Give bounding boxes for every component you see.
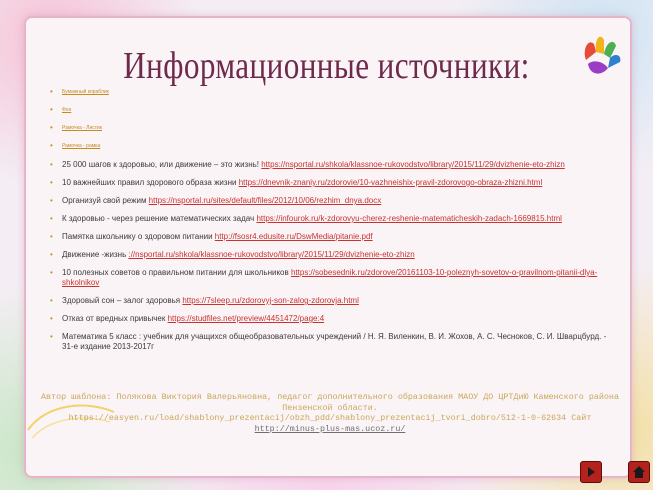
source-description: Математика 5 класс : учебник для учащихся общеобразовательных учреждений / Н. Я. Виленкин, В. И. Жохов, А. С. Чесноков, С. И. Шварцбурд. - 31-е издание 2013-2017г (62, 332, 607, 351)
list-item (50, 332, 610, 352)
site-link[interactable]: http://minus-plus-mas.ucoz.ru/ (254, 423, 406, 434)
sources-list (50, 88, 610, 360)
source-link[interactable]: https://studfiles.net/preview/4451472/page:4 (167, 314, 325, 323)
list-item (50, 88, 610, 106)
triangle-left-icon (585, 466, 597, 478)
list-item (50, 314, 610, 324)
source-link[interactable]: https://7sleep.ru/zdorovyj-son-zalog-zdorovja.html (182, 296, 359, 305)
list-item (50, 178, 610, 188)
source-link[interactable]: https://nsportal.ru/sites/default/files/2012/10/06/rezhim_dnya.docx (148, 196, 382, 205)
source-description: К здоровью - через решение математических задач (62, 214, 257, 223)
source-link[interactable]: Бумажный кораблик (62, 89, 109, 95)
list-item (50, 142, 610, 160)
source-description: 10 важнейших правил здорового образа жизни (62, 178, 239, 187)
source-description: Отказ от вредных привычек (62, 314, 168, 323)
list-item (50, 250, 610, 260)
home-icon (632, 465, 646, 479)
source-link[interactable]: https://infourok.ru/k-zdorovyu-cherez-reshenie-matematicheskih-zadach-1669815.html (256, 214, 562, 223)
list-item (50, 160, 610, 170)
source-link[interactable]: ://nsportal.ru/shkola/klassnoe-rukovodstvo/library/2015/11/29/dvizhenie-eto-zhizn (128, 250, 415, 259)
source-link[interactable]: Рамочка - рамка (62, 143, 101, 149)
list-item (50, 232, 610, 242)
source-description: 25 000 шагов к здоровью, или движение – это жизнь! (62, 160, 262, 169)
list-item (50, 106, 610, 124)
source-link[interactable]: https://dnevnik-znaniy.ru/zdorovie/10-vazhneishix-pravil-zdorovogo-obraza-zhizni.html (238, 178, 543, 187)
previous-slide-button[interactable] (580, 461, 602, 483)
source-link[interactable]: Рамочка - Листик (62, 125, 103, 131)
list-item (50, 124, 610, 142)
list-item (50, 214, 610, 224)
template-credits (40, 392, 620, 434)
list-item (50, 196, 610, 206)
list-item (50, 268, 610, 288)
source-link[interactable]: https://sobesednik.ru/zdorove/20161103-10-poleznyh-sovetov-o-pravilnom-pitanii-dlya-shkolnikov (62, 268, 598, 287)
source-description: Памятка школьнику о здоровом питании (62, 232, 215, 241)
template-url[interactable]: https://easyen.ru/load/shablony_prezentacij/obzh_pdd/shablony_prezentacij_tvori_dobro/512-1-0-62634 Сайт (68, 413, 592, 423)
source-link[interactable]: Фон (62, 107, 72, 113)
list-item (50, 296, 610, 306)
slide-title: Информационные источники: (123, 45, 530, 87)
source-link[interactable]: http://fsosr4.edusite.ru/DswMedia/pitanie.pdf (214, 232, 373, 241)
source-description: 10 полезных советов о правильном питании для школьников (62, 268, 291, 277)
author-credit: Автор шаблона: Полякова Виктория Валерьяновна, педагог дополнительного образования МАОУ ДО ЦРТДиЮ Каменского района Пензенской области. (41, 392, 619, 413)
source-description: Здоровый сон – залог здоровья (62, 296, 183, 305)
source-description: Организуй свой режим (62, 196, 149, 205)
source-description: Движение -жизнь (62, 250, 129, 259)
home-button[interactable] (628, 461, 650, 483)
source-link[interactable]: https://nsportal.ru/shkola/klassnoe-rukovodstvo/library/2015/11/29/dvizhenie-eto-zhizn (261, 160, 565, 169)
